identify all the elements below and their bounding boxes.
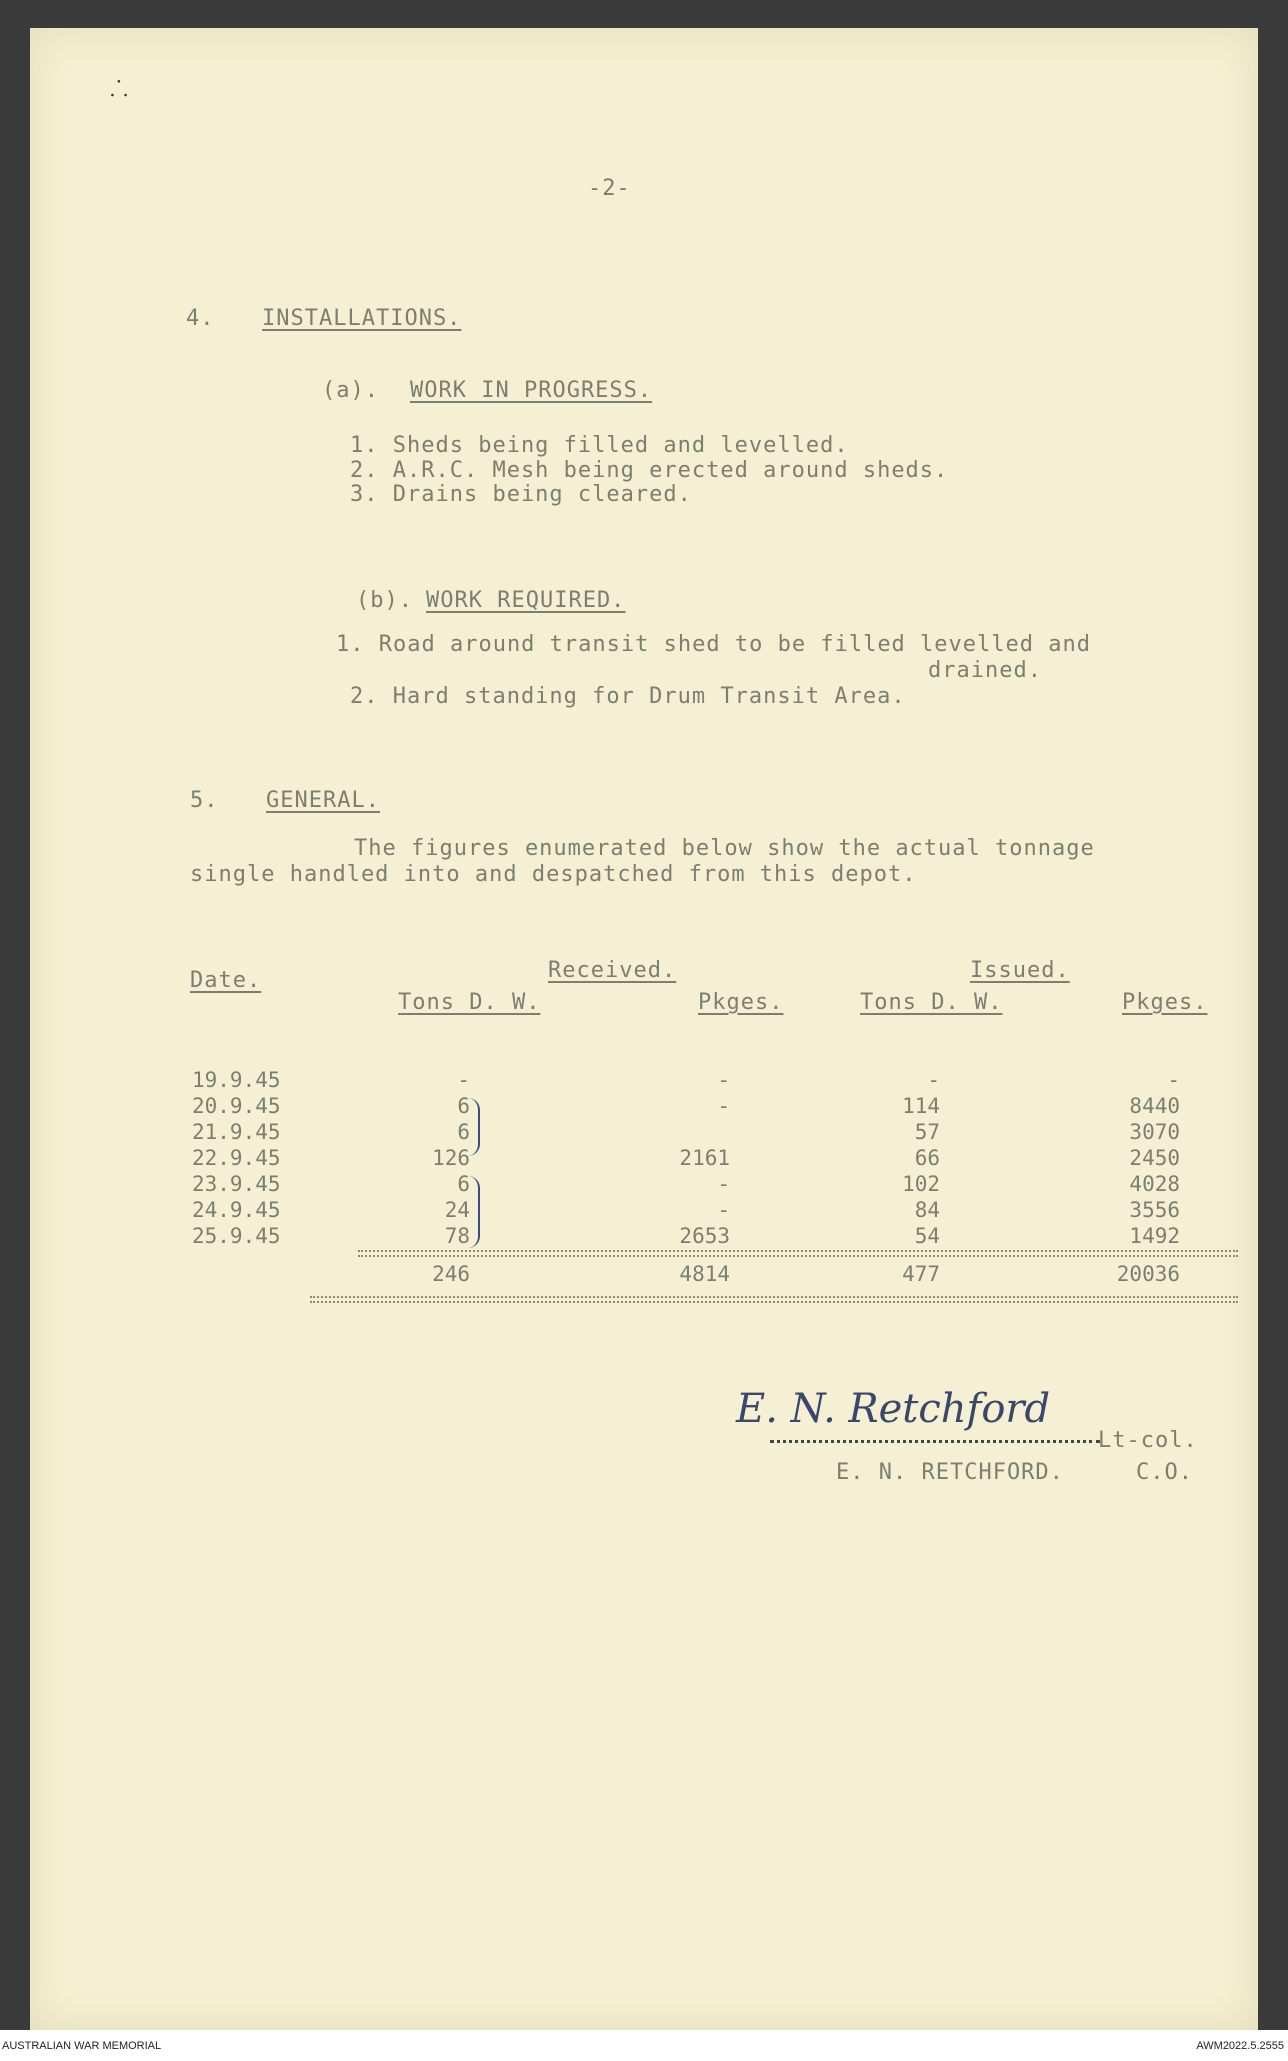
tons-received-header: Tons D. W. [398,990,541,1015]
row-pkgs-received: 2161 [679,1146,730,1170]
section4b-label: (b). [356,588,413,613]
section4b-item-1-line2: drained. [928,658,1042,683]
footer-source: AUSTRALIAN WAR MEMORIAL [2,2040,162,2052]
section4-title: INSTALLATIONS. [262,306,462,331]
footer-reference: AWM2022.5.2555 [1196,2040,1284,2052]
row-pkgs-received: - [717,1198,730,1222]
row-pkgs-received: 2653 [679,1224,730,1248]
row-tons-issued: 114 [902,1094,940,1118]
received-header: Received. [548,958,677,983]
row-date: 25.9.45 [192,1224,281,1248]
tons-issued-header: Tons D. W. [860,990,1003,1015]
section4a-item-1: 1. Sheds being filled and levelled. [350,433,849,458]
section4b-item-1-line1: 1. Road around transit shed to be filled levelled and [336,632,1091,657]
section5-title: GENERAL. [266,788,380,813]
pkgs-received-header: Pkges. [698,990,784,1015]
table-row [30,1224,1258,1250]
section5-paragraph-line2: single handled into and despatched from this depot. [190,862,917,887]
section4a-title: WORK IN PROGRESS. [410,378,653,403]
total-tons-issued: 477 [902,1262,940,1286]
signer-rank: Lt-col. [1098,1428,1198,1453]
row-tons-received: - [457,1068,470,1092]
row-date: 23.9.45 [192,1172,281,1196]
total-pkgs-issued: 20036 [1116,1262,1180,1286]
signature-line [770,1440,1100,1443]
section4b-item-2: 2. Hard standing for Drum Transit Area. [350,684,906,709]
row-tons-received: 126 [432,1146,470,1170]
table-row [30,1172,1258,1198]
signer-name: E. N. RETCHFORD. [836,1460,1064,1485]
section4a-label: (a). [322,378,379,403]
row-tons-received: 6 [457,1172,470,1196]
row-tons-received: 6 [457,1094,470,1118]
row-tons-issued: - [927,1068,940,1092]
row-pkgs-received: - [717,1094,730,1118]
brace-mark [468,1176,480,1248]
row-pkgs-received: - [717,1172,730,1196]
total-pkgs-received: 4814 [679,1262,730,1286]
document-page [30,28,1258,2030]
row-tons-received: 78 [444,1224,470,1248]
row-tons-issued: 84 [914,1198,940,1222]
row-date: 21.9.45 [192,1120,281,1144]
table-row [30,1068,1258,1094]
row-tons-received: 24 [444,1198,470,1222]
row-tons-issued: 57 [914,1120,940,1144]
row-date: 20.9.45 [192,1094,281,1118]
bottom-rule [310,1296,1238,1303]
signature: E. N. Retchford [736,1386,1051,1432]
section4a-item-2: 2. A.R.C. Mesh being erected around sheds. [350,458,949,483]
pkgs-issued-header: Pkges. [1122,990,1208,1015]
table-row [30,1146,1258,1172]
section4a-item-3: 3. Drains being cleared. [350,482,692,507]
row-date: 24.9.45 [192,1198,281,1222]
row-tons-issued: 54 [914,1224,940,1248]
row-pkgs-issued: - [1167,1068,1180,1092]
issued-header: Issued. [970,958,1070,983]
row-pkgs-issued: 2450 [1129,1146,1180,1170]
row-tons-issued: 66 [914,1146,940,1170]
brace-mark [468,1098,480,1156]
section4b-title: WORK REQUIRED. [426,588,626,613]
row-pkgs-issued: 4028 [1129,1172,1180,1196]
total-tons-received: 246 [432,1262,470,1286]
table-row [30,1120,1258,1146]
row-pkgs-issued: 8440 [1129,1094,1180,1118]
date-header: Date. [190,968,262,993]
punch-marks: ⸫ [110,77,129,102]
row-date: 22.9.45 [192,1146,281,1170]
totals-rule [358,1250,1238,1257]
section4-number: 4. [186,306,215,331]
section5-number: 5. [190,788,219,813]
row-tons-issued: 102 [902,1172,940,1196]
page-number: -2- [588,176,631,201]
row-tons-received: 6 [457,1120,470,1144]
table-row [30,1094,1258,1120]
row-pkgs-received: - [717,1068,730,1092]
totals-row [30,1262,1258,1288]
row-date: 19.9.45 [192,1068,281,1092]
signer-role: C.O. [1136,1460,1193,1485]
row-pkgs-issued: 1492 [1129,1224,1180,1248]
row-pkgs-issued: 3556 [1129,1198,1180,1222]
section5-paragraph-line1: The figures enumerated below show the actual tonnage [354,836,1095,861]
row-pkgs-issued: 3070 [1129,1120,1180,1144]
footer-bar [0,2030,1288,2061]
table-row [30,1198,1258,1224]
